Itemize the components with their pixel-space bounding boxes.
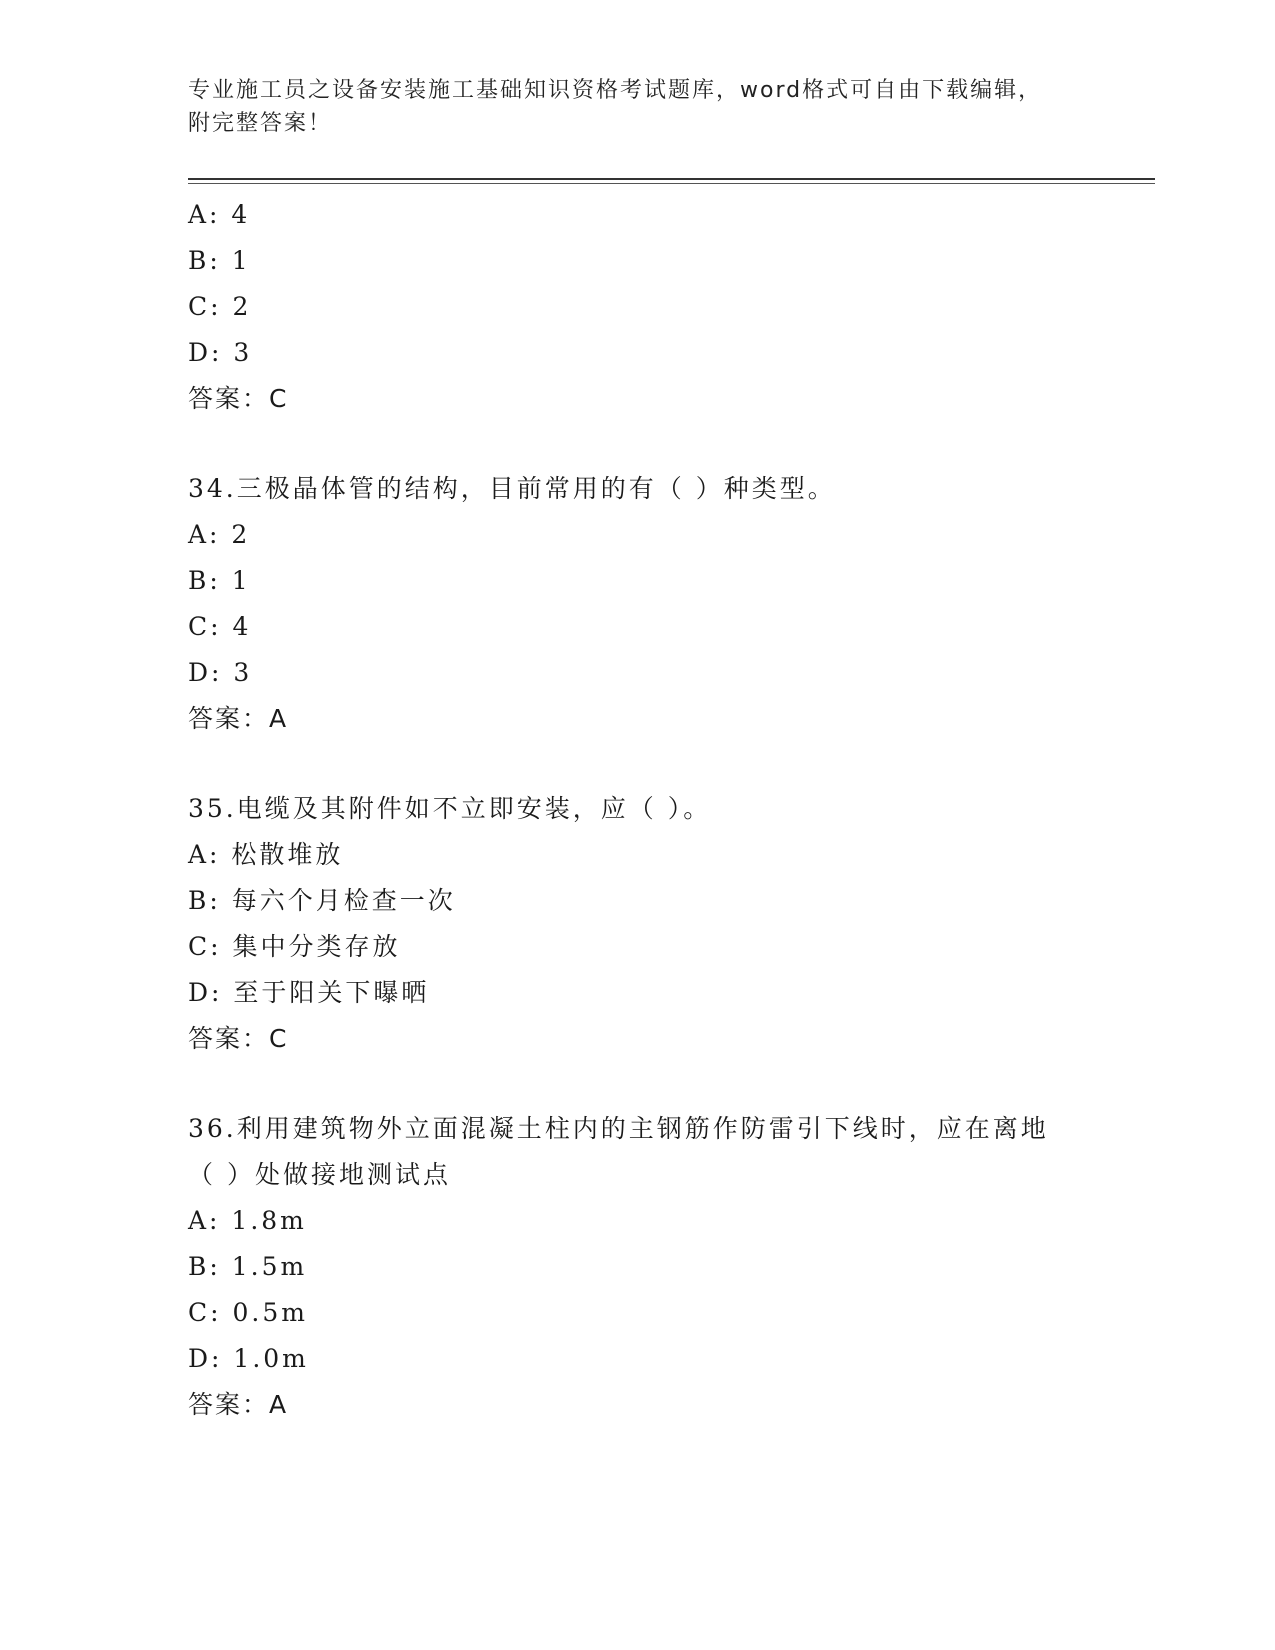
document-header <box>188 74 1088 140</box>
option-b: B: 每六个月检查一次 <box>188 886 456 915</box>
question-block-34 <box>188 466 1155 742</box>
header-divider-thin <box>188 183 1155 184</box>
header-line-2: 附完整答案！ <box>188 111 333 136</box>
answer-line: 答案：A <box>188 1390 289 1419</box>
question-text: 34.三极晶体管的结构，目前常用的有（ ）种类型。 <box>188 474 836 503</box>
option-a: A: 2 <box>188 520 251 549</box>
question-block-36 <box>188 1106 1155 1428</box>
header-line-1: 专业施工员之设备安装施工基础知识资格考试题库，word格式可自由下载编辑， <box>188 78 1043 103</box>
option-c: C: 2 <box>188 292 252 321</box>
option-a: A: 松散堆放 <box>188 840 344 869</box>
answer-line: 答案：C <box>188 1024 289 1053</box>
question-text-line-2: （ ）处做接地测试点 <box>188 1160 451 1189</box>
option-d: D: 3 <box>188 338 253 367</box>
header-divider-thick <box>188 178 1155 180</box>
question-block-33 <box>188 192 1155 422</box>
option-b: B: 1 <box>188 246 251 275</box>
question-list <box>188 192 1155 1428</box>
option-c: C: 集中分类存放 <box>188 932 401 961</box>
question-block-35 <box>188 786 1155 1062</box>
answer-line: 答案：C <box>188 384 289 413</box>
option-d: D: 至于阳关下曝晒 <box>188 978 430 1007</box>
question-text-line-1: 36.利用建筑物外立面混凝土柱内的主钢筋作防雷引下线时，应在离地 <box>188 1114 1049 1143</box>
option-d: D: 3 <box>188 658 253 687</box>
option-a: A: 1.8m <box>188 1206 307 1235</box>
question-text: 35.电缆及其附件如不立即安装，应（ ）。 <box>188 794 712 823</box>
option-b: B: 1 <box>188 566 251 595</box>
answer-line: 答案：A <box>188 704 289 733</box>
option-d: D: 1.0m <box>188 1344 309 1373</box>
option-b: B: 1.5m <box>188 1252 308 1281</box>
option-c: C: 4 <box>188 612 252 641</box>
option-c: C: 0.5m <box>188 1298 308 1327</box>
option-a: A: 4 <box>188 200 251 229</box>
